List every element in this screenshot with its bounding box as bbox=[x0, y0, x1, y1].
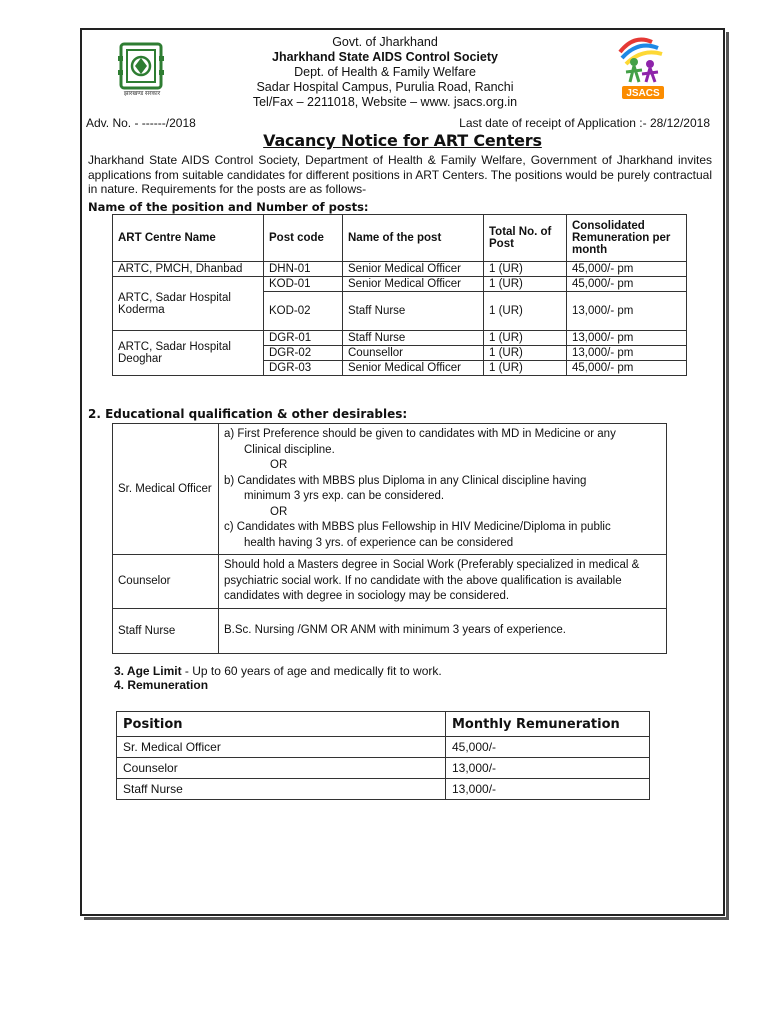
contact-line: Tel/Fax – 2211018, Website – www. jsacs.org.in bbox=[252, 95, 518, 109]
post-name: Senior Medical Officer bbox=[343, 262, 484, 277]
position-amount: 13,000/- bbox=[446, 779, 650, 800]
post-code: DGR-02 bbox=[264, 346, 343, 361]
post-name: Senior Medical Officer bbox=[343, 277, 484, 292]
post-name: Staff Nurse bbox=[343, 331, 484, 346]
post-name: Staff Nurse bbox=[343, 292, 484, 331]
table-row bbox=[113, 277, 687, 292]
qual-or: OR bbox=[270, 459, 288, 471]
section1-heading: Name of the position and Number of posts: bbox=[88, 200, 369, 214]
positions-table bbox=[112, 214, 687, 376]
emblem-caption: झारखण्ड सरकार bbox=[123, 91, 161, 97]
post-total: 1 (UR) bbox=[484, 361, 567, 376]
qual-line: c) Candidates with MBBS plus Fellowship in HIV Medicine/Diploma in public bbox=[224, 521, 611, 533]
jsacs-logo-text: JSACS bbox=[626, 88, 660, 99]
section2-heading: 2. Educational qualification & other desirables: bbox=[88, 407, 408, 421]
last-date: Last date of receipt of Application :- 28/12/2018 bbox=[459, 116, 710, 130]
qual-line: Clinical discipline. bbox=[244, 443, 335, 456]
remuneration-table bbox=[116, 711, 650, 800]
post-total: 1 (UR) bbox=[484, 262, 567, 277]
table-row bbox=[113, 424, 667, 555]
post-total: 1 (UR) bbox=[484, 346, 567, 361]
post-pay: 13,000/- pm bbox=[567, 331, 687, 346]
col-header: Name of the post bbox=[343, 215, 484, 262]
col-header: ART Centre Name bbox=[113, 215, 264, 262]
centre-name: ARTC, PMCH, Dhanbad bbox=[113, 262, 264, 277]
centre-name: ARTC, Sadar Hospital Koderma bbox=[113, 277, 264, 331]
advertisement-number: Adv. No. - ------/2018 bbox=[86, 116, 196, 130]
jsacs-logo-icon bbox=[612, 32, 672, 102]
letterhead bbox=[200, 35, 570, 110]
post-total: 1 (UR) bbox=[484, 331, 567, 346]
qual-line: health having 3 yrs. of experience can be considered bbox=[244, 536, 514, 549]
post-code: DHN-01 bbox=[264, 262, 343, 277]
department-line: Dept. of Health & Family Welfare bbox=[294, 65, 476, 79]
post-total: 1 (UR) bbox=[484, 292, 567, 331]
table-row bbox=[117, 779, 650, 800]
post-pay: 45,000/- pm bbox=[567, 361, 687, 376]
col-header: Consolidated Remuneration per month bbox=[567, 215, 687, 262]
table-row bbox=[113, 262, 687, 277]
address-line: Sadar Hospital Campus, Purulia Road, Ranchi bbox=[256, 80, 514, 94]
age-limit bbox=[114, 664, 442, 678]
position-name: Staff Nurse bbox=[117, 779, 446, 800]
age-and-remuneration bbox=[114, 664, 442, 692]
post-code: KOD-02 bbox=[264, 292, 343, 331]
table-row bbox=[113, 555, 667, 609]
remuneration-label: 4. Remuneration bbox=[114, 678, 209, 692]
table-header-row bbox=[113, 215, 687, 262]
qualification-text: B.Sc. Nursing /GNM OR ANM with minimum 3 years of experience. bbox=[219, 608, 667, 653]
qualification-label: Staff Nurse bbox=[113, 608, 219, 653]
table-row bbox=[117, 737, 650, 758]
post-code: DGR-01 bbox=[264, 331, 343, 346]
col-header: Position bbox=[117, 712, 446, 737]
position-name: Counselor bbox=[117, 758, 446, 779]
qualification-table bbox=[112, 423, 667, 654]
qualification-label: Counselor bbox=[113, 555, 219, 609]
intro-paragraph: Jharkhand State AIDS Control Society, Department of Health & Family Welfare, Government of Jharkhand invites applications from suitable candidates for different positions in ART Centers. The positions would be purely contractual in nature. Requirements for the posts are as follows- bbox=[88, 153, 712, 196]
qualification-text bbox=[219, 424, 667, 555]
table-row bbox=[113, 331, 687, 346]
table-row bbox=[113, 608, 667, 653]
age-limit-label: 3. Age Limit bbox=[114, 664, 182, 678]
post-name: Senior Medical Officer bbox=[343, 361, 484, 376]
position-amount: 13,000/- bbox=[446, 758, 650, 779]
col-header: Total No. of Post bbox=[484, 215, 567, 262]
society-name: Jharkhand State AIDS Control Society bbox=[272, 50, 498, 64]
qualification-text: Should hold a Masters degree in Social Work (Preferably specialized in medical & psychiatric social work. If no candidate with the above qualification is available candidates with degree in sociology may be considered. bbox=[219, 555, 667, 609]
table-header-row bbox=[117, 712, 650, 737]
post-name: Counsellor bbox=[343, 346, 484, 361]
qual-line: minimum 3 yrs exp. can be considered. bbox=[244, 490, 445, 502]
col-header: Post code bbox=[264, 215, 343, 262]
post-total: 1 (UR) bbox=[484, 277, 567, 292]
position-name: Sr. Medical Officer bbox=[117, 737, 446, 758]
post-code: DGR-03 bbox=[264, 361, 343, 376]
centre-name: ARTC, Sadar Hospital Deoghar bbox=[113, 331, 264, 376]
col-header: Monthly Remuneration bbox=[446, 712, 650, 737]
age-limit-text: - Up to 60 years of age and medically fit to work. bbox=[181, 664, 442, 678]
post-pay: 45,000/- pm bbox=[567, 262, 687, 277]
qual-line: b) Candidates with MBBS plus Diploma in any Clinical discipline having bbox=[224, 474, 587, 487]
post-pay: 45,000/- pm bbox=[567, 277, 687, 292]
post-pay: 13,000/- pm bbox=[567, 292, 687, 331]
table-row bbox=[117, 758, 650, 779]
post-code: KOD-01 bbox=[264, 277, 343, 292]
qualification-label: Sr. Medical Officer bbox=[113, 424, 219, 555]
page-title: Vacancy Notice for ART Centers bbox=[263, 131, 542, 150]
position-amount: 45,000/- bbox=[446, 737, 650, 758]
govt-line: Govt. of Jharkhand bbox=[332, 35, 438, 49]
qual-line: a) First Preference should be given to candidates with MD in Medicine or any bbox=[224, 428, 616, 440]
qual-or: OR bbox=[270, 505, 288, 518]
post-pay: 13,000/- pm bbox=[567, 346, 687, 361]
